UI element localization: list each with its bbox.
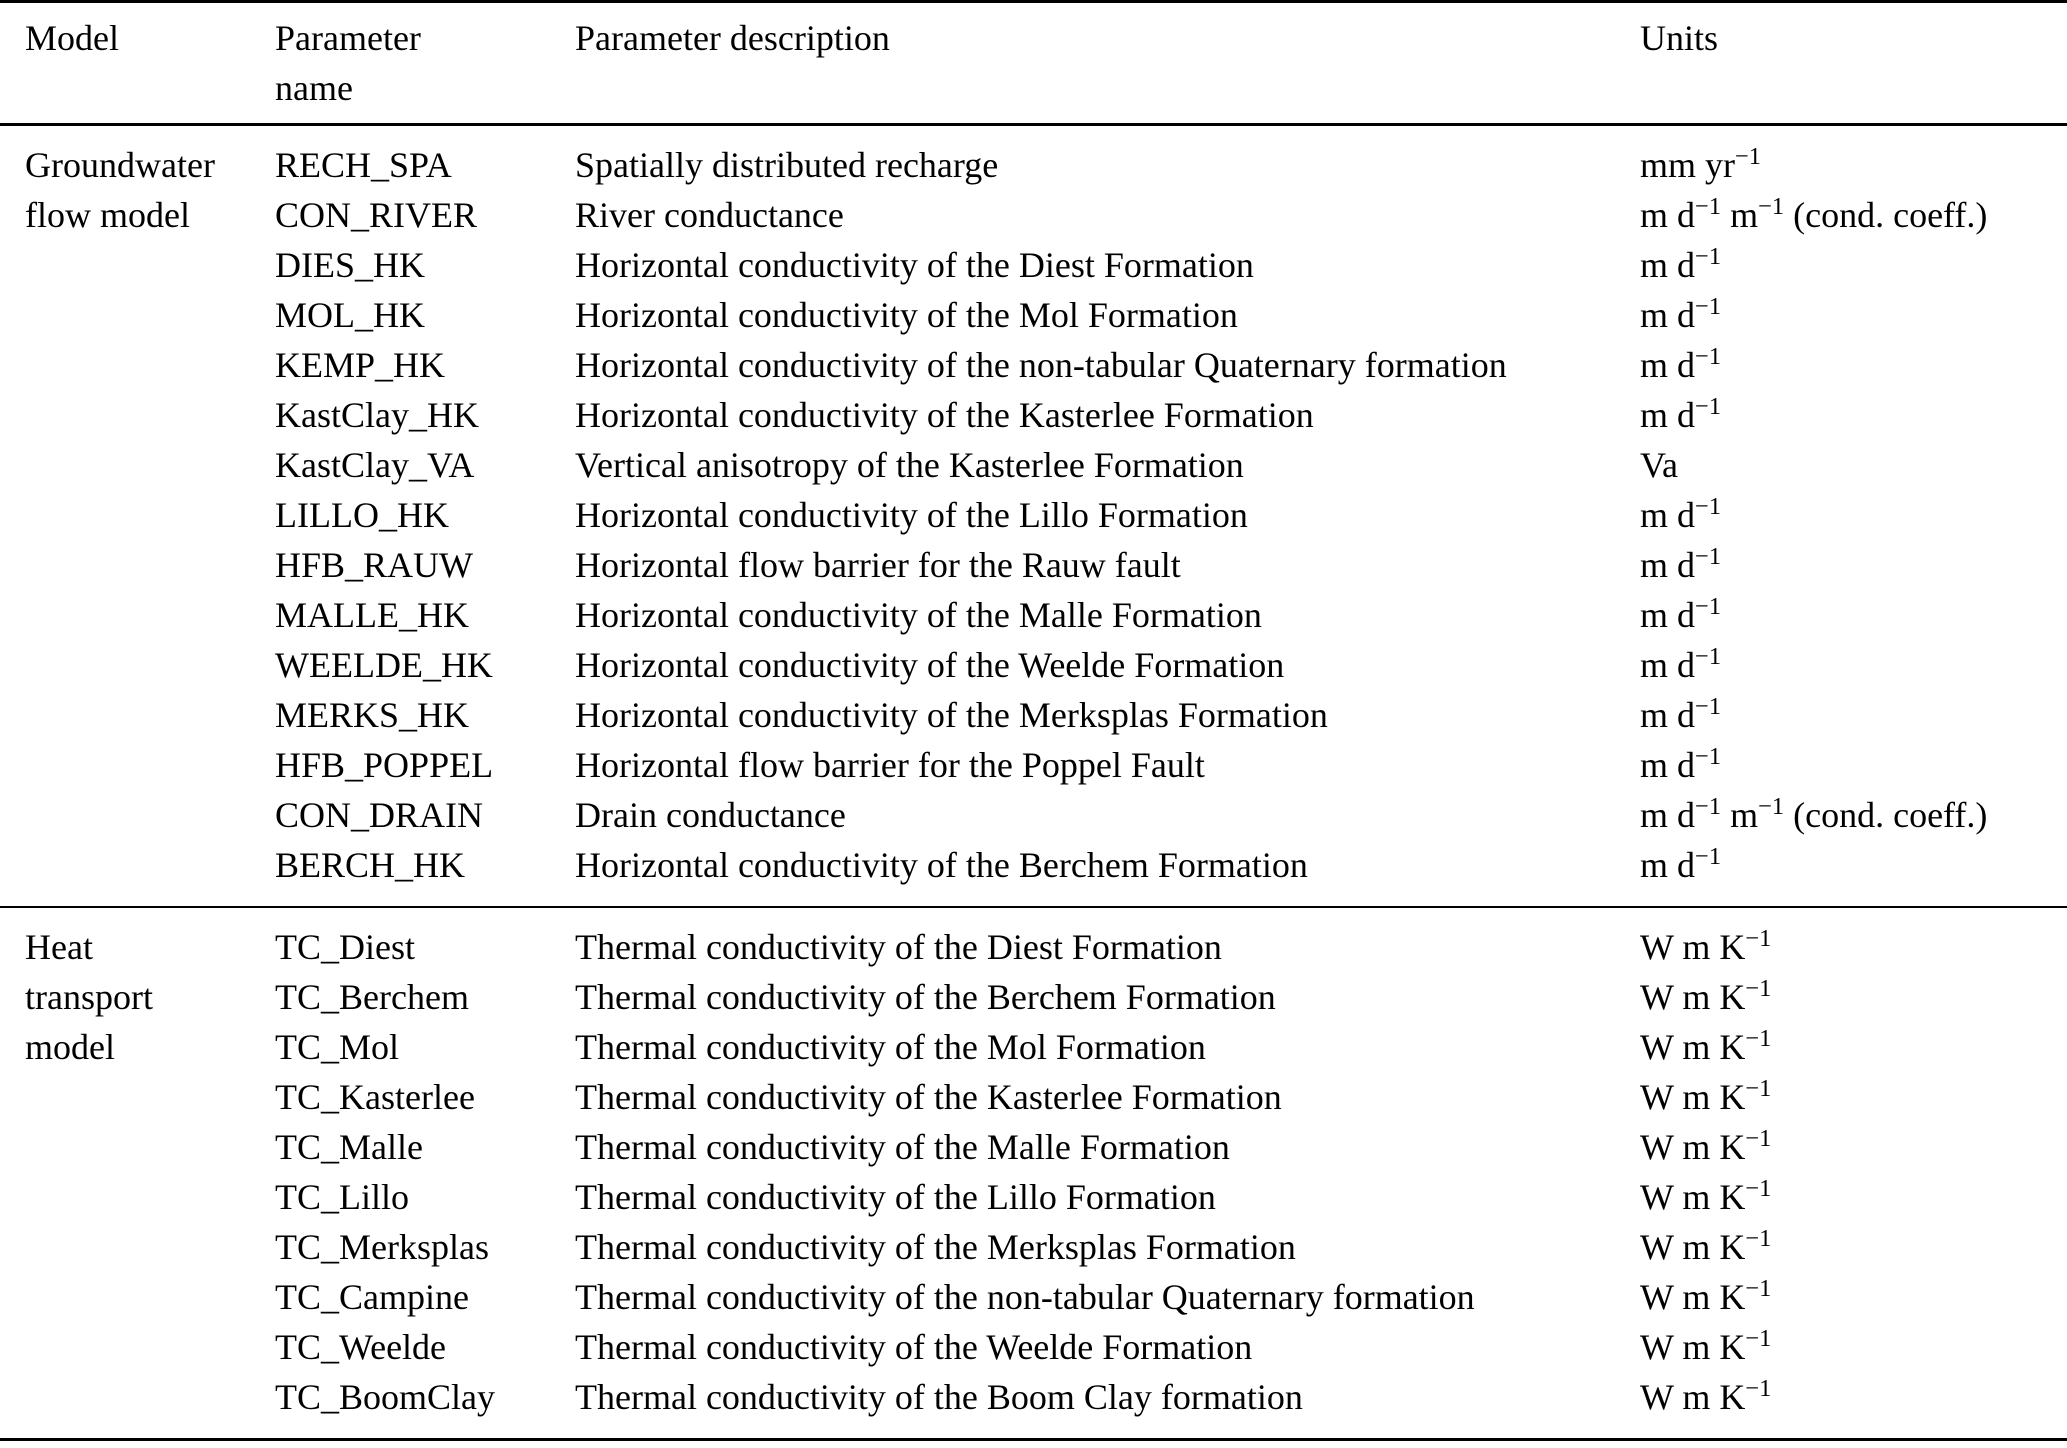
parameter-description-cell: Thermal conductivity of the Lillo Formation (575, 1177, 1216, 1217)
parameter-name-cell: KastClay_HK (275, 395, 479, 435)
units-cell: W m $K^{-1}$ (1640, 1325, 1772, 1367)
units-cell: W m $K^{-1}$ (1640, 1225, 1772, 1267)
parameter-description-cell: Thermal conductivity of the Merksplas Formation (575, 1227, 1296, 1267)
units-cell: m $d^{-1}$ (1640, 643, 1722, 685)
parameter-description-cell: Spatially distributed recharge (575, 145, 999, 185)
parameter-description-cell: Vertical anisotropy of the Kasterlee Formation (575, 445, 1244, 485)
column-header-units: Units (1640, 18, 1719, 58)
parameter-name-cell: HFB_POPPEL (275, 745, 494, 785)
parameter-description-cell: Thermal conductivity of the Boom Clay formation (575, 1377, 1303, 1417)
section-grid (0, 140, 2067, 890)
table-section (0, 906, 2067, 1438)
parameter-description-cell: Thermal conductivity of the Weelde Formation (575, 1327, 1253, 1367)
units-cell: Va (1640, 445, 1678, 485)
parameter-name-cell: TC_Campine (275, 1277, 469, 1317)
parameter-description-cell: Horizontal conductivity of the non-tabular Quaternary formation (575, 345, 1507, 385)
table-body (0, 126, 2067, 1438)
parameter-name-cell: DIES_HK (275, 245, 425, 285)
parameter-name-cell: TC_Weelde (275, 1327, 447, 1367)
parameter-name-cell: TC_Berchem (275, 977, 469, 1017)
parameter-name-cell: TC_Merksplas (275, 1227, 489, 1267)
parameter-description-cell: Thermal conductivity of the Kasterlee Formation (575, 1077, 1282, 1117)
units-cell: m $d^{-1}$ $m^{-1}$ (cond. coeff.) (1640, 193, 1988, 235)
parameter-description-cell: Horizontal conductivity of the Lillo Formation (575, 495, 1248, 535)
parameter-description-cell: Thermal conductivity of the Mol Formation (575, 1027, 1206, 1067)
section-grid (0, 922, 2067, 1422)
units-cell: m $d^{-1}$ (1640, 743, 1722, 785)
units-cell: m $d^{-1}$ (1640, 843, 1722, 885)
parameter-name-cell: KastClay_VA (275, 445, 475, 485)
parameter-description-cell: River conductance (575, 195, 844, 235)
units-cell: m $d^{-1}$ $m^{-1}$ (cond. coeff.) (1640, 793, 1988, 835)
units-cell: m $d^{-1}$ (1640, 343, 1722, 385)
parameter-name-cell: LILLO_HK (275, 495, 449, 535)
parameter-description-cell: Thermal conductivity of the Diest Formation (575, 927, 1222, 967)
parameter-description-cell: Horizontal conductivity of the Berchem Formation (575, 845, 1308, 885)
units-cell: m $d^{-1}$ (1640, 693, 1722, 735)
table-header-row (0, 3, 2067, 126)
parameter-name-cell: MOL_HK (275, 295, 425, 335)
units-cell: W m $K^{-1}$ (1640, 1275, 1772, 1317)
units-cell: W m $K^{-1}$ (1640, 975, 1772, 1017)
units-cell: m $d^{-1}$ (1640, 293, 1722, 335)
units-cell: mm $yr^{-1}$ (1640, 143, 1762, 185)
parameter-name-cell: WEELDE_HK (275, 645, 493, 685)
parameter-name-cell: TC_Kasterlee (275, 1077, 475, 1117)
parameter-name-cell: CON_DRAIN (275, 795, 484, 835)
parameter-description-cell: Horizontal flow barrier for the Poppel Fault (575, 745, 1205, 785)
parameter-description-cell: Horizontal conductivity of the Mol Formation (575, 295, 1238, 335)
units-cell: W m $K^{-1}$ (1640, 925, 1772, 967)
parameter-name-cell: HFB_RAUW (275, 545, 474, 585)
parameter-description-cell: Horizontal conductivity of the Malle Formation (575, 595, 1262, 635)
table-section (0, 126, 2067, 906)
parameter-name-cell: TC_Diest (275, 927, 415, 967)
column-header-parameter-name: Parameter name (275, 18, 421, 108)
units-cell: W m $K^{-1}$ (1640, 1125, 1772, 1167)
units-cell: m $d^{-1}$ (1640, 493, 1722, 535)
parameter-name-cell: TC_Mol (275, 1027, 400, 1067)
parameter-name-cell: TC_Malle (275, 1127, 423, 1167)
parameter-description-cell: Thermal conductivity of the Berchem Formation (575, 977, 1276, 1017)
parameter-description-cell: Horizontal conductivity of the Kasterlee Formation (575, 395, 1314, 435)
units-cell: W m $K^{-1}$ (1640, 1025, 1772, 1067)
parameter-description-cell: Drain conductance (575, 795, 846, 835)
parameter-name-cell: MERKS_HK (275, 695, 470, 735)
parameter-description-cell: Thermal conductivity of the non-tabular Quaternary formation (575, 1277, 1475, 1317)
units-cell: m $d^{-1}$ (1640, 593, 1722, 635)
parameter-name-cell: RECH_SPA (275, 145, 452, 185)
parameter-description-cell: Horizontal conductivity of the Merksplas Formation (575, 695, 1328, 735)
units-cell: m $d^{-1}$ (1640, 543, 1722, 585)
units-cell: W m $K^{-1}$ (1640, 1375, 1772, 1417)
parameter-description-cell: Horizontal conductivity of the Weelde Formation (575, 645, 1285, 685)
model-group-label: Heat transport model (25, 927, 153, 1067)
parameter-name-cell: TC_BoomClay (275, 1377, 496, 1417)
parameter-name-cell: CON_RIVER (275, 195, 478, 235)
units-cell: m $d^{-1}$ (1640, 243, 1722, 285)
units-cell: W m $K^{-1}$ (1640, 1175, 1772, 1217)
units-cell: W m $K^{-1}$ (1640, 1075, 1772, 1117)
parameter-name-cell: KEMP_HK (275, 345, 446, 385)
parameter-name-cell: MALLE_HK (275, 595, 469, 635)
parameter-description-cell: Horizontal conductivity of the Diest Formation (575, 245, 1254, 285)
parameter-name-cell: TC_Lillo (275, 1177, 409, 1217)
parameter-name-cell: BERCH_HK (275, 845, 466, 885)
column-header-parameter-description: Parameter description (575, 18, 890, 58)
parameter-description-cell: Thermal conductivity of the Malle Formation (575, 1127, 1230, 1167)
model-group-label: Groundwater flow model (25, 145, 215, 235)
column-header-model: Model (25, 18, 119, 58)
units-cell: m $d^{-1}$ (1640, 393, 1722, 435)
parameter-description-cell: Horizontal flow barrier for the Rauw fault (575, 545, 1181, 585)
